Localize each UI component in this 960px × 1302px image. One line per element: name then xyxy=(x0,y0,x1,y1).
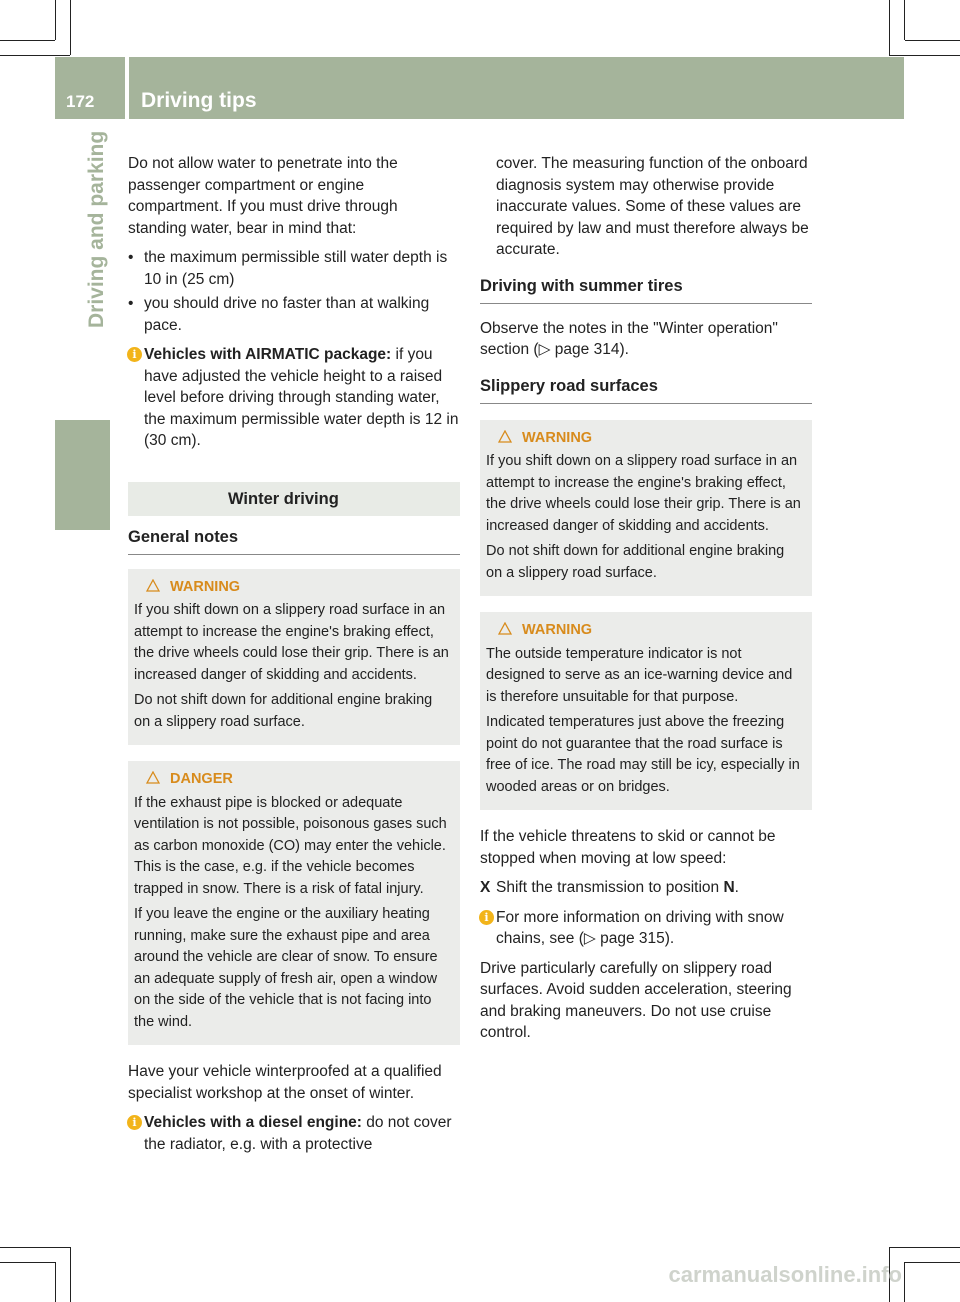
crop-mark xyxy=(70,1247,71,1302)
header-separator xyxy=(125,57,129,119)
list-item xyxy=(128,293,460,336)
warning-text: Indicated temperatures just above the freezing point do not guarantee that the road surface is free of ice. The road may still be icy, especially in wooded areas or on bridges. xyxy=(486,714,800,795)
warning-box xyxy=(480,420,812,597)
danger-text: If the exhaust pipe is blocked or adequate ventilation is not possible, poisonous gases such as carbon monoxide (CO) may enter the vehicle. This is the case, e.g. if the vehicle becomes trapped in snow. There is a risk of fatal injury. xyxy=(134,794,447,897)
crop-mark xyxy=(55,0,56,40)
crop-mark xyxy=(0,1247,70,1248)
instruction-step xyxy=(480,877,812,899)
warning-label: WARNING xyxy=(522,429,593,446)
bullet-icon: • xyxy=(128,295,134,312)
warning-text: If you shift down on a slippery road surface in an attempt to increase the engine's braking effect, the drive wheels could lose their grip. There is an increased danger of skidding and accidents. xyxy=(486,453,801,534)
list-item xyxy=(128,247,460,290)
crop-mark xyxy=(904,0,905,40)
danger-label: DANGER xyxy=(170,771,233,787)
crop-mark xyxy=(889,0,890,55)
subheading: General notes xyxy=(128,526,460,555)
info-note-text: if you have adjusted the vehicle height to a raised level before driving through standing water, the maximum permissible water depth is 12 in (30 cm). xyxy=(144,346,459,449)
subheading: Slippery road surfaces xyxy=(480,375,812,404)
side-tab-block xyxy=(55,420,110,530)
warning-label: WARNING xyxy=(170,578,241,595)
warning-title xyxy=(486,620,804,642)
bullet-icon: • xyxy=(128,249,134,266)
warning-box xyxy=(480,612,812,810)
subheading: Driving with summer tires xyxy=(480,275,812,304)
warning-triangle-icon xyxy=(146,578,160,600)
info-icon: i xyxy=(127,1115,142,1130)
intro-paragraph: Do not allow water to penetrate into the passenger compartment or engine compartment. If you must drive through standing water, bear in mind that: xyxy=(128,155,398,237)
step-arrow-icon: X xyxy=(480,879,491,896)
final-paragraph: Drive particularly carefully on slippery road surfaces. Avoid sudden acceleration, steering and braking maneuvers. Do not use cruise control. xyxy=(480,959,792,1041)
warning-triangle-icon xyxy=(498,429,512,451)
crop-mark xyxy=(0,40,55,41)
info-note xyxy=(480,907,812,950)
info-note-text: do not cover the radiator, e.g. with a protective xyxy=(144,1114,452,1153)
section-title: Winter driving xyxy=(128,482,460,516)
skid-paragraph: If the vehicle threatens to skid or cannot be stopped when moving at low speed: xyxy=(480,828,776,867)
list-item-text: you should drive no faster than at walking pace. xyxy=(144,295,430,334)
info-note-bold: Vehicles with a diesel engine: xyxy=(144,1114,362,1131)
warning-title xyxy=(134,577,452,599)
left-column xyxy=(128,153,460,1163)
side-tab-label: Driving and parking xyxy=(85,130,108,328)
step-text: Shift the transmission to position xyxy=(496,879,724,896)
page-title: Driving tips xyxy=(141,89,257,112)
list-item-text: the maximum permissible still water depth is 10 in (25 cm) xyxy=(144,249,448,288)
winterproof-paragraph: Have your vehicle winterproofed at a qualified specialist workshop at the onset of winter. xyxy=(128,1063,442,1102)
summer-paragraph: Observe the notes in the "Winter operation" section (▷ page 314). xyxy=(480,319,778,358)
step-position: N xyxy=(723,879,735,896)
info-note xyxy=(128,344,460,452)
warning-text: Do not shift down for additional engine braking on a slippery road surface. xyxy=(134,692,433,730)
crop-mark xyxy=(889,1247,960,1248)
warning-triangle-icon xyxy=(146,770,160,792)
crop-mark xyxy=(905,1262,960,1263)
crop-mark xyxy=(70,0,71,55)
warning-label: WARNING xyxy=(522,622,593,638)
page-number: 172 xyxy=(66,92,95,111)
info-note-bold: Vehicles with AIRMATIC package: xyxy=(144,346,392,363)
danger-title xyxy=(134,769,452,791)
continued-paragraph: cover. The measuring function of the onboard diagnosis system may otherwise provide inaccurate values. Some of these values are required by law and must therefore always be accurate. xyxy=(496,155,809,258)
crop-mark xyxy=(904,1262,905,1302)
warning-text: If you shift down on a slippery road surface in an attempt to increase the engine's braking effect, the drive wheels could lose their grip. There is an increased danger of skidding and accidents. xyxy=(134,602,449,683)
warning-triangle-icon xyxy=(498,621,512,643)
crop-mark xyxy=(889,55,960,56)
step-end: . xyxy=(734,879,739,896)
warning-box xyxy=(128,569,460,746)
warning-title xyxy=(486,428,804,450)
crop-mark xyxy=(55,1262,56,1302)
danger-box xyxy=(128,761,460,1045)
crop-mark xyxy=(0,55,70,56)
crop-mark xyxy=(0,1262,55,1263)
info-note-text: For more information on driving with snow chains, see (▷ page 315). xyxy=(496,908,784,947)
warning-text: Do not shift down for additional engine braking on a slippery road surface. xyxy=(486,543,785,581)
info-note xyxy=(128,1112,460,1155)
danger-text: If you leave the engine or the auxiliary heating running, make sure the exhaust pipe and area around the vehicle are clear of snow. To ensure an adequate supply of fresh air, open a window on the side of the vehicle that is not facing into the wind. xyxy=(134,906,438,1030)
info-icon: i xyxy=(127,347,142,362)
info-icon: i xyxy=(479,910,494,925)
watermark: carmanualsonline.info xyxy=(668,1262,902,1287)
crop-mark xyxy=(905,40,960,41)
warning-text: The outside temperature indicator is not designed to serve as an ice-warning device and is therefore unsuitable for that purpose. xyxy=(486,645,793,705)
right-column xyxy=(480,153,812,1052)
